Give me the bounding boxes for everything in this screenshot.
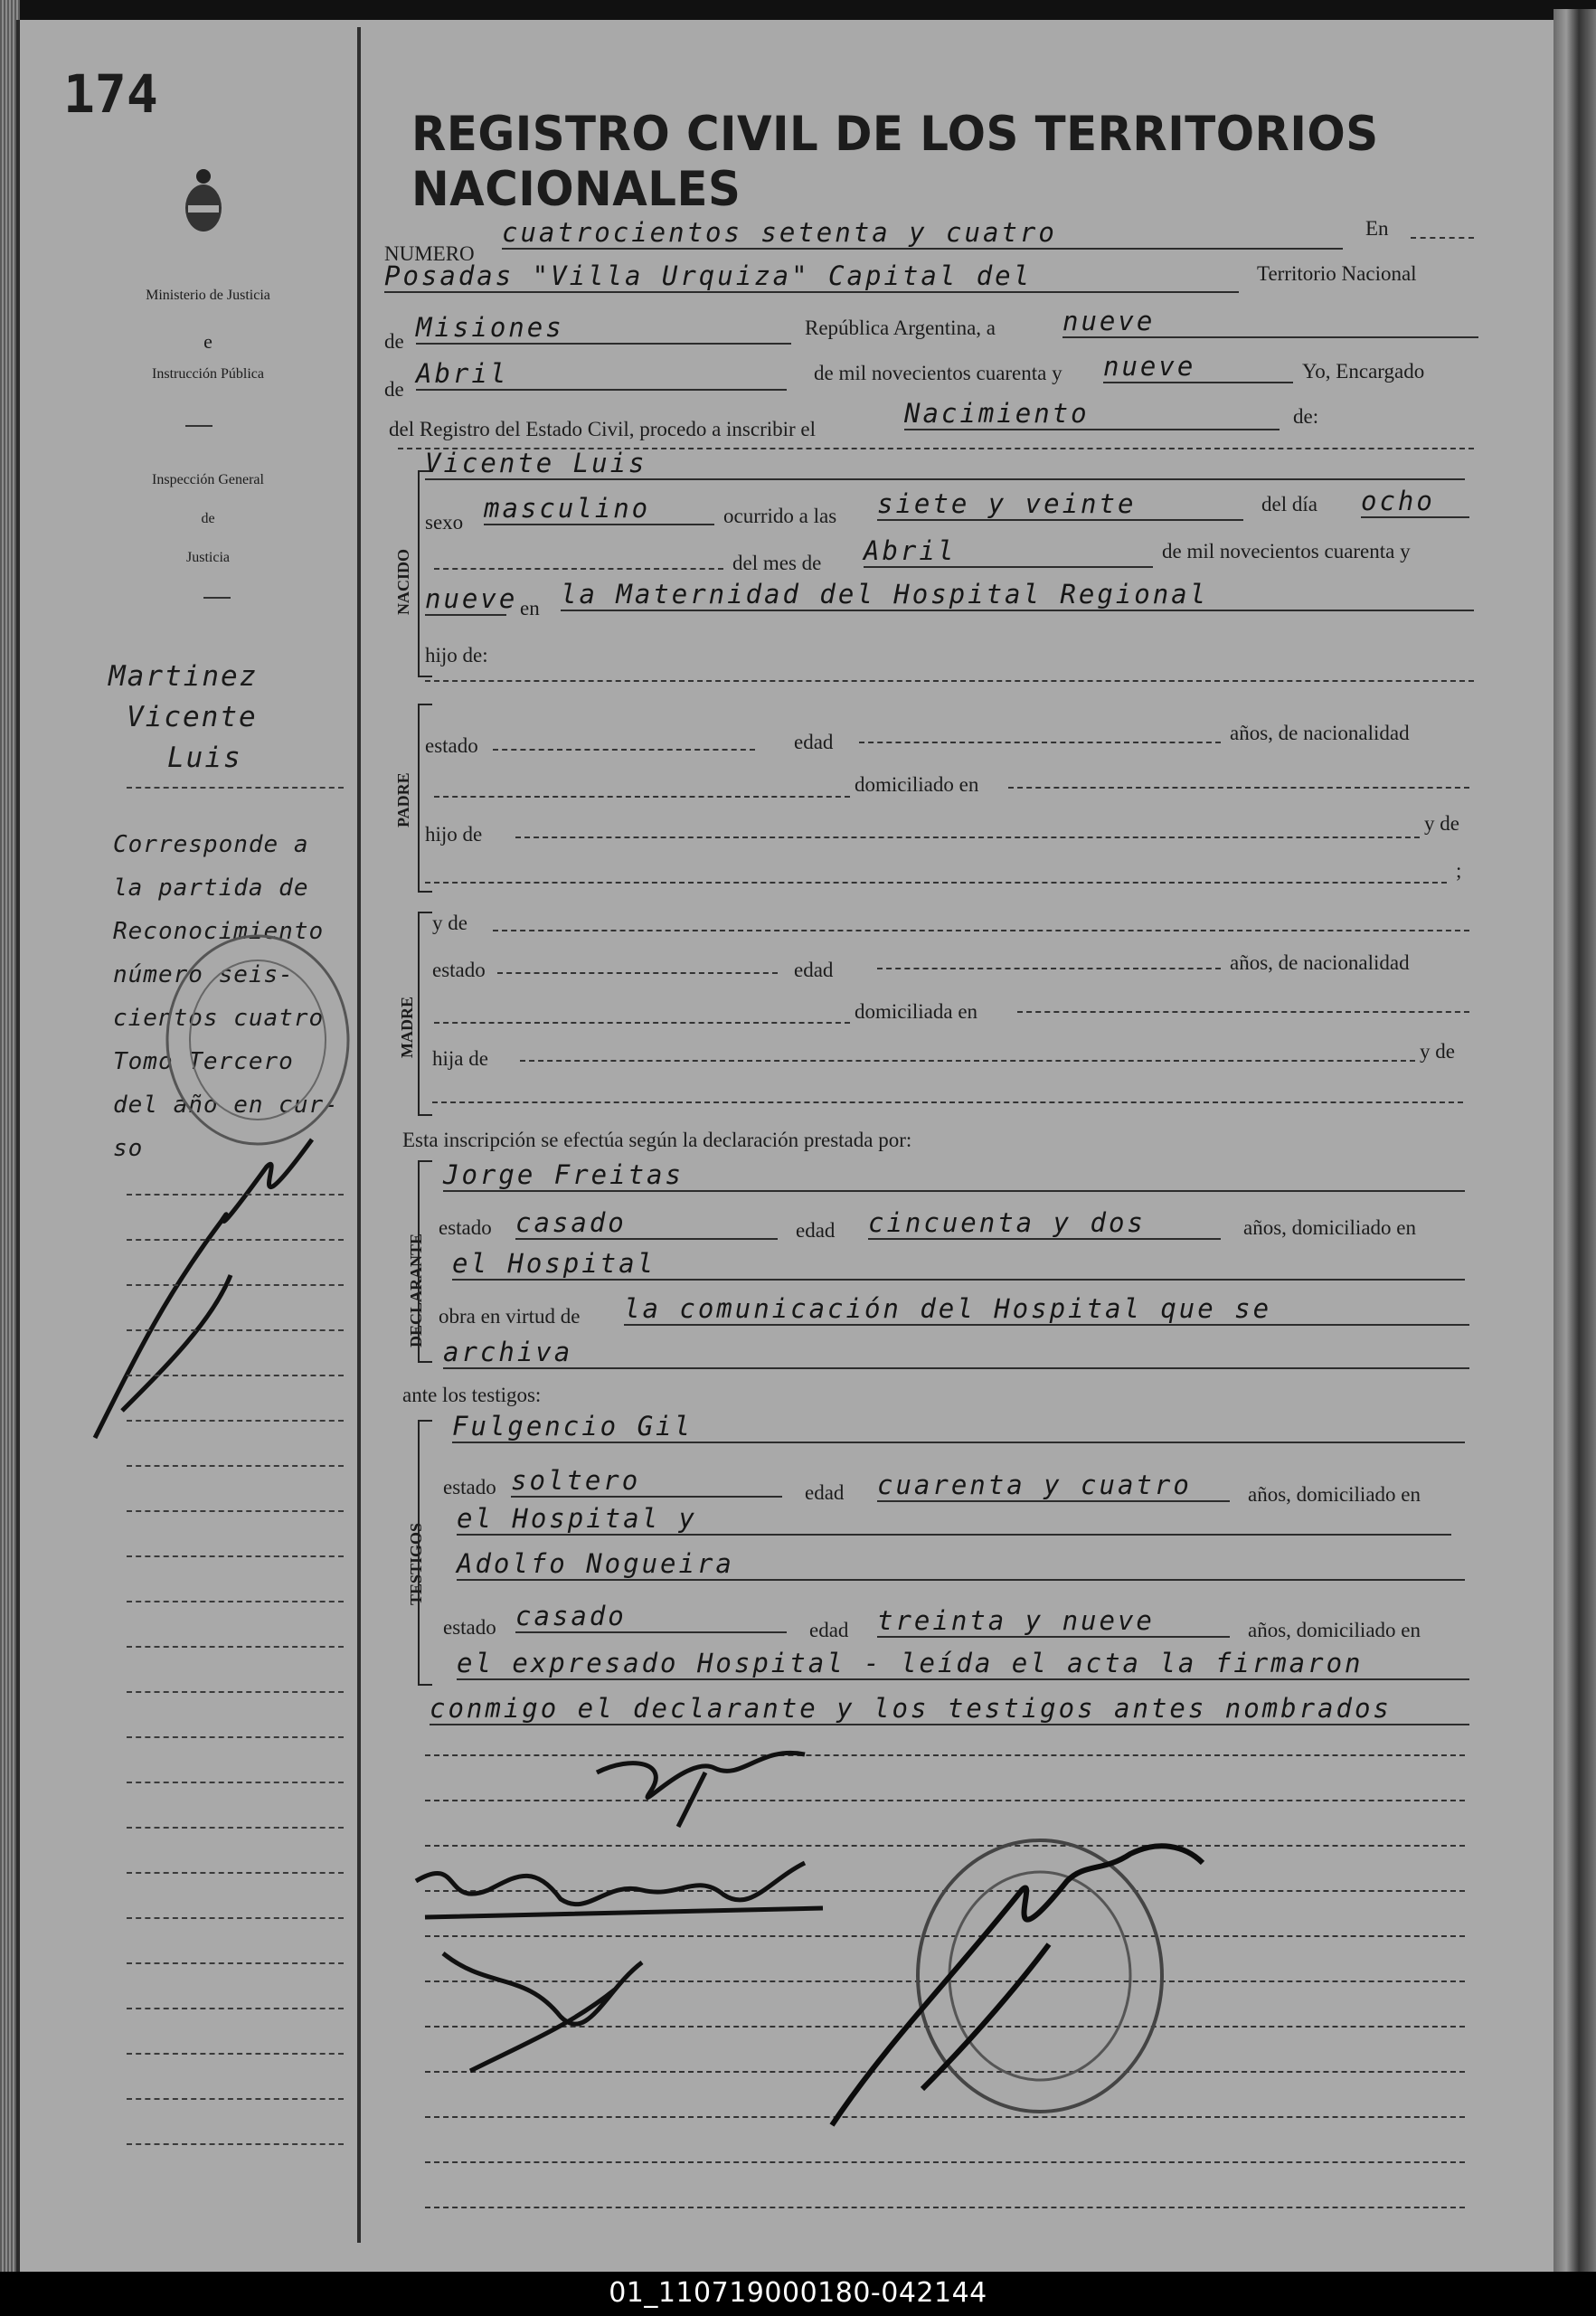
margin-note-line: so bbox=[113, 1135, 144, 1162]
section-bracket bbox=[418, 704, 432, 893]
nacido-en-label: en bbox=[520, 597, 540, 619]
margin-rule bbox=[127, 1284, 344, 1286]
testigo2-edad-value: treinta y nueve bbox=[877, 1605, 1230, 1638]
fill-line bbox=[425, 882, 1447, 884]
del-mes-label: del mes de bbox=[732, 552, 822, 574]
de-colon-label: de: bbox=[1293, 405, 1319, 428]
margin-note-line: la partida de bbox=[113, 874, 309, 902]
margin-rule bbox=[127, 2008, 344, 2009]
dia-value: ocho bbox=[1361, 486, 1469, 518]
margin-note-line: del año en cur- bbox=[113, 1092, 339, 1119]
padre-y-de-label: y de bbox=[1424, 812, 1459, 835]
declarante-estado-value: casado bbox=[515, 1207, 778, 1240]
margin-rule bbox=[127, 1465, 344, 1467]
margin-rule bbox=[127, 1646, 344, 1648]
inspection-line1: Inspección General bbox=[152, 472, 264, 487]
declarante-anos-label: años, domiciliado en bbox=[1243, 1216, 1416, 1239]
margin-name-line: Vicente bbox=[127, 701, 258, 733]
numero-label: NUMERO bbox=[384, 242, 475, 265]
fill-line bbox=[425, 2207, 1465, 2208]
testigo-estado-label: estado bbox=[443, 1616, 496, 1639]
madre-estado-label: estado bbox=[432, 959, 486, 981]
de-label: de bbox=[384, 378, 404, 401]
margin-rule bbox=[127, 1962, 344, 1964]
fill-line bbox=[515, 837, 1420, 838]
fill-line bbox=[493, 749, 755, 751]
footer-bar bbox=[0, 2272, 1596, 2316]
officer-signature bbox=[814, 1836, 1221, 2143]
image-code: 01_110719000180-042144 bbox=[609, 2277, 987, 2309]
margin-rule bbox=[127, 1555, 344, 1557]
hora-value: siete y veinte bbox=[877, 488, 1243, 521]
testigo1-domicilio-value: el Hospital y bbox=[457, 1503, 1451, 1536]
day-value: nueve bbox=[1062, 306, 1478, 338]
nacido-section-label: NACIDO bbox=[394, 548, 412, 615]
declarante-domicilio-value: el Hospital bbox=[452, 1248, 1465, 1281]
declarante-estado-label: estado bbox=[439, 1216, 492, 1239]
ocurrido-label: ocurrido a las bbox=[723, 505, 837, 527]
sexo-value: masculino bbox=[484, 493, 714, 525]
territory-value: Misiones bbox=[416, 312, 791, 345]
margin-rule bbox=[127, 787, 344, 789]
testigo1-edad-value: cuarenta y cuatro bbox=[877, 1470, 1230, 1502]
closing-text: conmigo el declarante y los testigos antes nombrados bbox=[430, 1693, 1469, 1725]
margin-name-line: Luis bbox=[167, 742, 242, 774]
act-value: Nacimiento bbox=[904, 398, 1280, 430]
territorio-label: Territorio Nacional bbox=[1257, 262, 1417, 285]
declaracion-text: Esta inscripción se efectúa según la declaración prestada por: bbox=[402, 1129, 912, 1151]
margin-rule bbox=[127, 2098, 344, 2100]
padre-anos-label: años, de nacionalidad bbox=[1230, 722, 1410, 744]
testigo1-name-value: Fulgencio Gil bbox=[452, 1411, 1465, 1443]
fill-line bbox=[434, 1022, 850, 1024]
testigo-edad-label: edad bbox=[809, 1619, 849, 1641]
margin-rule bbox=[127, 1329, 344, 1331]
testigo2-name-value: Adolfo Nogueira bbox=[457, 1548, 1465, 1581]
margin-note-line: cientos cuatro bbox=[113, 1005, 325, 1032]
mes-value: Abril bbox=[864, 535, 1153, 568]
numero-value: cuatrocientos setenta y cuatro bbox=[502, 217, 1343, 250]
madre-hija-label: hija de bbox=[432, 1047, 488, 1070]
testigo-anos-label: años, domiciliado en bbox=[1248, 1619, 1421, 1641]
ministry-e: e bbox=[203, 330, 212, 353]
obra-label: obra en virtud de bbox=[439, 1305, 581, 1328]
madre-anos-label: años, de nacionalidad bbox=[1230, 951, 1410, 974]
padre-edad-label: edad bbox=[794, 731, 834, 753]
fill-line bbox=[1411, 237, 1474, 239]
sidebar-rule bbox=[203, 597, 231, 599]
testigos-section-label: TESTIGOS bbox=[407, 1522, 425, 1605]
fill-line bbox=[1008, 787, 1469, 789]
margin-note-line: número seis- bbox=[113, 961, 294, 988]
yo-label: Yo, Encargado bbox=[1302, 360, 1425, 383]
margin-rule bbox=[127, 1420, 344, 1422]
margin-rule bbox=[127, 1194, 344, 1196]
padre-hijo-label: hijo de bbox=[425, 823, 483, 846]
testigo1-estado-value: soltero bbox=[511, 1465, 782, 1498]
declarante-edad-value: cincuenta y dos bbox=[868, 1207, 1221, 1240]
coat-of-arms-icon bbox=[181, 167, 226, 240]
month-value: Abril bbox=[416, 358, 787, 391]
testigo-edad-label: edad bbox=[805, 1481, 845, 1504]
madre-y-de-label: y de bbox=[432, 912, 467, 934]
en-label: En bbox=[1365, 217, 1389, 240]
margin-rule bbox=[127, 1872, 344, 1874]
madre-domiciliada-label: domiciliada en bbox=[855, 1000, 978, 1023]
declarante-signature bbox=[570, 1736, 841, 1836]
declarante-section-label: DECLARANTE bbox=[407, 1233, 425, 1347]
fill-line bbox=[434, 796, 850, 798]
padre-estado-label: estado bbox=[425, 734, 478, 757]
nacido-de-mil-label: de mil novecientos cuarenta y bbox=[1162, 540, 1411, 562]
inspection-line2: de bbox=[201, 511, 215, 526]
hijo-label: hijo de: bbox=[425, 644, 488, 666]
fill-line bbox=[434, 568, 723, 570]
registro-label: del Registro del Estado Civil, procedo a inscribir el bbox=[389, 418, 817, 440]
madre-edad-label: edad bbox=[794, 959, 834, 981]
margin-rule bbox=[127, 1375, 344, 1376]
page-number: 174 bbox=[63, 63, 158, 125]
margin-rule bbox=[127, 1827, 344, 1829]
madre-section-label: MADRE bbox=[398, 997, 416, 1058]
ministry-line2: Instrucción Pública bbox=[152, 366, 264, 382]
testigos-intro: ante los testigos: bbox=[402, 1384, 542, 1406]
page-stack-edge bbox=[1554, 9, 1596, 2279]
testigo1-signature bbox=[407, 1827, 859, 1944]
del-dia-label: del día bbox=[1261, 493, 1317, 515]
margin-note-line: Tomo Tercero bbox=[113, 1048, 294, 1075]
sexo-label: sexo bbox=[425, 511, 464, 534]
declarante-name-value: Jorge Freitas bbox=[443, 1159, 1465, 1192]
fill-line bbox=[520, 1060, 1415, 1062]
place-value: Posadas "Villa Urquiza" Capital del bbox=[384, 260, 1239, 293]
testigo-anos-label: años, domiciliado en bbox=[1248, 1483, 1421, 1506]
ministry-line1: Ministerio de Justicia bbox=[146, 288, 270, 303]
margin-rule bbox=[127, 1601, 344, 1602]
padre-domiciliado-label: domiciliado en bbox=[855, 773, 979, 796]
obra-value2: archiva bbox=[443, 1337, 1469, 1369]
margin-name-line: Martinez bbox=[109, 660, 259, 693]
margin-rule bbox=[127, 1691, 344, 1693]
obra-value: la comunicación del Hospital que se bbox=[624, 1293, 1469, 1326]
inspection-line3: Justicia bbox=[186, 550, 230, 565]
fill-line bbox=[859, 742, 1221, 743]
testigo2-estado-value: casado bbox=[515, 1601, 787, 1633]
year-value: nueve bbox=[1103, 351, 1293, 383]
declarante-edad-label: edad bbox=[796, 1219, 836, 1242]
margin-rule bbox=[127, 1510, 344, 1512]
fill-line bbox=[493, 930, 1469, 931]
testigo-estado-label: estado bbox=[443, 1476, 496, 1498]
padre-section-label: PADRE bbox=[394, 772, 412, 827]
testigo2-signature bbox=[434, 1935, 669, 2089]
document-title: REGISTRO CIVIL DE LOS TERRITORIOS NACIONALES bbox=[411, 107, 1379, 217]
margin-rule bbox=[127, 1917, 344, 1919]
margin-rule bbox=[127, 1736, 344, 1738]
sidebar-rule bbox=[185, 425, 212, 427]
margin-note-line: Corresponde a bbox=[113, 831, 309, 858]
testigo2-domicilio-value: el expresado Hospital - leída el acta la firmaron bbox=[457, 1648, 1469, 1680]
republica-label: República Argentina, a bbox=[805, 317, 996, 339]
fill-line bbox=[425, 680, 1474, 682]
lugar-value: la Maternidad del Hospital Regional bbox=[561, 579, 1474, 611]
de-mil-label: de mil novecientos cuarenta y bbox=[814, 362, 1062, 384]
de-label: de bbox=[384, 330, 404, 353]
anio-value: nueve bbox=[425, 583, 518, 614]
madre-y-de-label2: y de bbox=[1420, 1040, 1455, 1063]
margin-note-line: Reconocimiento bbox=[113, 918, 325, 945]
fill-line bbox=[1017, 1011, 1469, 1013]
nacido-name-value: Vicente Luis bbox=[425, 448, 1465, 480]
padre-semicolon: ; bbox=[1456, 859, 1462, 882]
fill-line bbox=[432, 1101, 1463, 1103]
fill-line bbox=[497, 972, 778, 974]
margin-rule bbox=[127, 1239, 344, 1241]
section-bracket bbox=[418, 912, 432, 1116]
margin-rule bbox=[127, 2143, 344, 2145]
margin-rule bbox=[127, 2053, 344, 2055]
fill-line bbox=[425, 2161, 1465, 2163]
fill-line bbox=[877, 968, 1221, 969]
margin-rule bbox=[127, 1782, 344, 1783]
